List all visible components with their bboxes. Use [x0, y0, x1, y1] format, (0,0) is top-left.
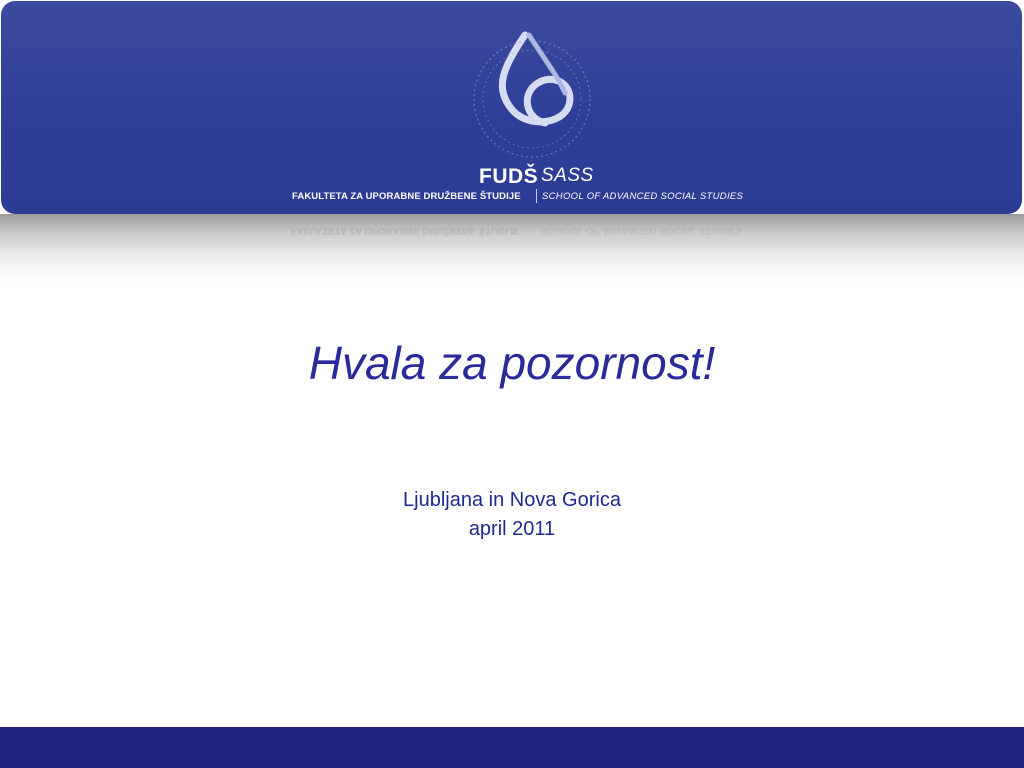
slide-title: Hvala za pozornost!: [308, 337, 716, 389]
logo-subtitle-slovene: FAKULTETA ZA UPORABNE DRUŽBENE ŠTUDIJE: [292, 191, 521, 202]
reflection-subtitle-english: SCHOOL OF ADVANCED SOCIAL STUDIES: [541, 225, 743, 236]
slide-location: Ljubljana in Nova Gorica: [403, 489, 621, 511]
banner-reflection: [0, 214, 1024, 284]
slide-date: april 2011: [468, 518, 556, 540]
logo-text: [1, 165, 1022, 202]
logo-divider: [536, 189, 537, 203]
logo-subtitle-english: SCHOOL OF ADVANCED SOCIAL STUDIES: [542, 191, 744, 202]
logo-wordmark-sass: SASS: [541, 165, 594, 186]
reflection-subtitle-slovene: FAKULTETA ZA UPORABNE DRUŽBENE ŠTUDIJE: [291, 225, 520, 236]
reflection-mirror: [0, 214, 1024, 284]
footer-bar: [0, 727, 1024, 768]
slide-subtitle: [0, 486, 1024, 544]
reflection-logo-text: [0, 225, 1021, 262]
fuds-emblem-icon: [465, 27, 599, 163]
header-banner: [1, 1, 1022, 214]
logo-wordmark: FUDŠ: [479, 165, 539, 188]
